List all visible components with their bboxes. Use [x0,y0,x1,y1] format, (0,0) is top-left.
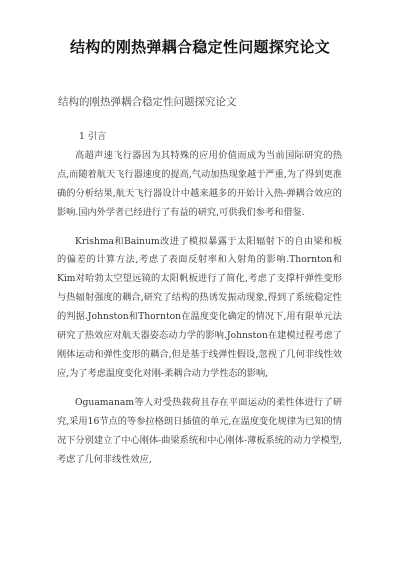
section-heading: 1 引言 [79,131,107,142]
paragraph-intro: 高超声速飞行器因为其特殊的应用价值而成为当前国际研究的热点,而随着航天飞行器速度的提高,气动加热现象越于严重,为了得到更准确的分析结果,航天飞行器设计中越来越多的开始计入热-弹耦合效应的影响.国内外学者已经进行了有益的研究,可供我们参考和借鉴. [57,149,342,218]
document-title: 结构的刚热弹耦合稳定性问题探究论文 [69,38,331,56]
document-subtitle: 结构的刚热弹耦合稳定性问题探究论文 [58,96,237,108]
document-body [57,128,342,469]
paragraph-krishma: Krishma和Bainum改进了模拟暴露于太阳辐射下的自由梁和板的偏差的计算方法,考虑了表面反射率和入射角的影响.Thornton和Kim对哈勃太空望远镜的太阳帆板进行了简化,考虑了支撑杆弹性变形与热辐射强度的耦合,研究了结构的热诱发振动现象,得到了系统稳定性的判据.Johnston和Thornton在温度变化确定的情况下,用有限单元法研究了热效应对航天器姿态动力学的影响.Johnston在建模过程考虑了刚体运动和弹性变形的耦合,但是基于线弹性假设,忽视了几何非线性效应,为了考虑温度变化对刚-柔耦合动力学性态的影响, [57,235,342,379]
paragraph-oguamanam: Oguamanam等人对受热载荷且存在平面运动的柔性体进行了研究,采用16节点的等参拉格朗日插值的单元,在温度变化规律为已知的情况下分别建立了中心刚体-曲梁系统和中心刚体-薄板系统的动力学模型,考虑了几何非线性效应, [57,396,342,465]
